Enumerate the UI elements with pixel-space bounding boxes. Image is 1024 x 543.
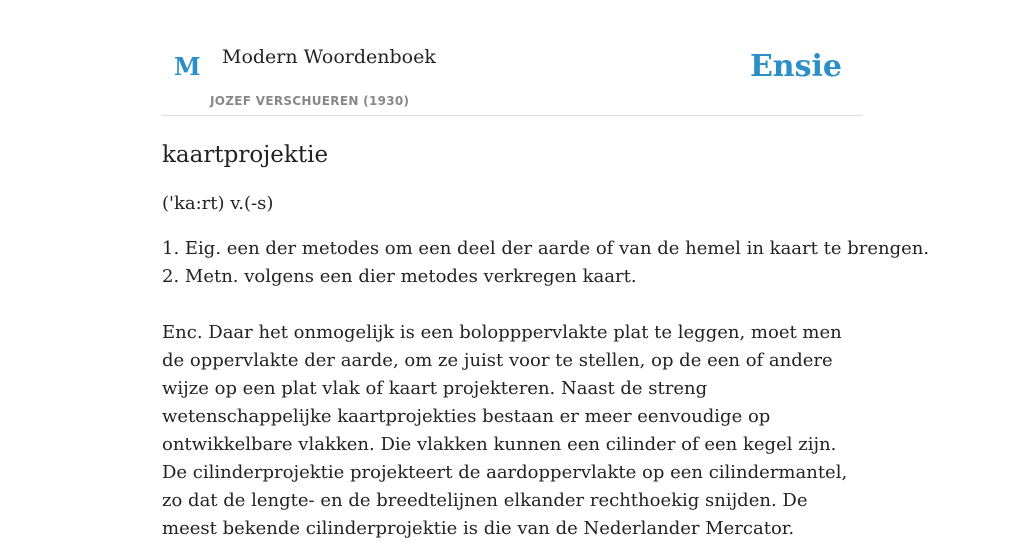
definition-item: 1. Eig. een der metodes om een deel der aarde of van de hemel in kaart te brengen.	[162, 237, 930, 259]
book-author: JOZEF VERSCHUEREN (1930)	[210, 94, 410, 108]
entry-pronunciation: ('ka:rt) v.(-s)	[162, 192, 274, 214]
page-header	[162, 0, 862, 116]
book-title-link[interactable]: Modern Woordenboek	[222, 46, 436, 68]
entry-definitions	[162, 235, 930, 291]
ensie-logo[interactable]: Ensie	[749, 49, 842, 84]
entry-encyclopedic-text: Enc. Daar het onmogelijk is een bolopppervlakte plat te leggen, moet men de oppervlakte der aarde, om ze juist voor te stellen, op de een of andere wijze op een plat vlak of kaart projekteren. Naast de streng wetenschappelijke kaartprojekties bestaan er meer eenvoudige op ontwikkelbare vlakken. Die vlakken kunnen een cilinder of een kegel zijn. De cilinderprojektie projekteert de aardoppervlakte op een cilindermantel, zo dat de lengte- en de breedtelijnen elkander rechthoekig snijden. De meest bekende cilinderprojektie is die van de Nederlander Mercator.	[162, 321, 848, 539]
page	[162, 0, 930, 543]
book-logo[interactable]: M	[174, 52, 201, 81]
entry-headword: kaartprojektie	[162, 142, 329, 168]
definition-item: 2. Metn. volgens een dier metodes verkregen kaart.	[162, 265, 637, 287]
